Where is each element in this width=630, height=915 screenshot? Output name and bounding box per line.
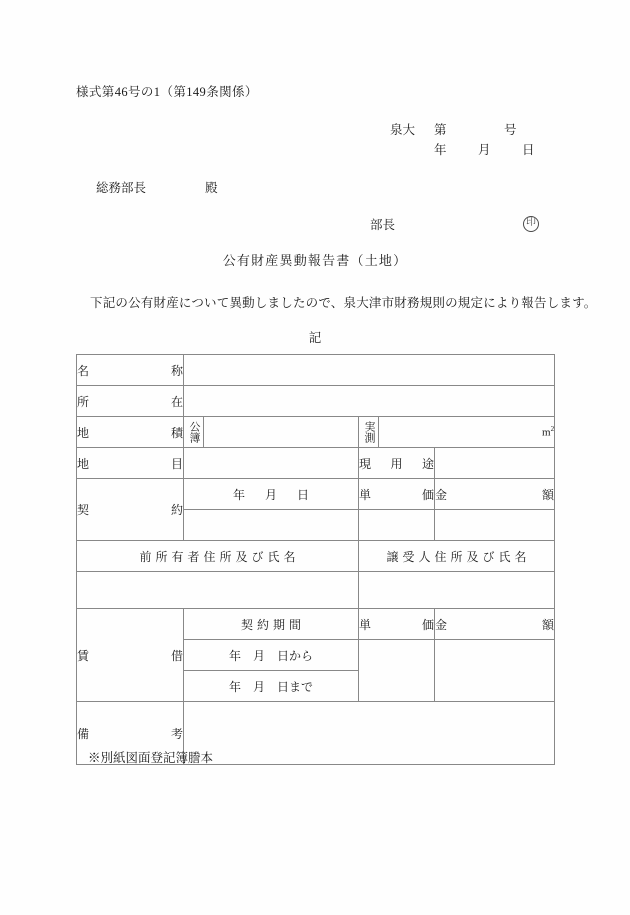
property-report-table (76, 354, 555, 765)
area-unit-label: m (542, 426, 551, 439)
form-code: 様式第46号の1（第149条関係） (76, 85, 258, 99)
label-name: 名称 (77, 355, 184, 386)
document-date-line (390, 140, 552, 160)
value-remarks[interactable] (184, 702, 555, 765)
seal-stamp-icon (523, 216, 539, 232)
label-lease: 賃借 (77, 609, 184, 702)
label-location: 所在 (77, 386, 184, 417)
value-contract-date[interactable] (184, 510, 359, 541)
signer-line (370, 215, 539, 233)
label-current-use: 現用途 (359, 448, 435, 479)
label-area-jissoku (359, 417, 379, 448)
label-area-koubo-text: 公簿 (188, 421, 200, 443)
table-row-parties-values (77, 572, 555, 609)
label-contract: 契約 (77, 479, 184, 541)
signer-title: 部長 (370, 218, 396, 232)
value-contract-unit-price[interactable] (359, 510, 435, 541)
value-area-koubo[interactable] (204, 417, 359, 448)
value-lease-unit-price[interactable] (359, 640, 435, 702)
header-contract-date: 年 月 日 (184, 479, 359, 510)
table-row-area (77, 417, 555, 448)
ki-mark: 記 (308, 331, 322, 345)
document-number-dai-label: 第 (434, 123, 447, 137)
value-name[interactable] (184, 355, 555, 386)
document-date-year-label: 年 (434, 143, 447, 157)
value-former-owner[interactable] (77, 572, 359, 609)
header-contract-unit-price: 単価 (359, 479, 435, 510)
value-location[interactable] (184, 386, 555, 417)
label-remarks: 備考 (77, 702, 184, 765)
table-row-lease-header (77, 609, 555, 640)
table-row-category (77, 448, 555, 479)
value-lease-amount[interactable] (435, 640, 555, 702)
recipient-honorific: 殿 (205, 181, 218, 195)
header-transferee: 譲受人住所及び氏名 (359, 541, 555, 572)
header-lease-amount: 金額 (435, 609, 555, 640)
seal-glyph: 印 (526, 217, 537, 228)
value-current-use[interactable] (435, 448, 555, 479)
header-lease-period: 契約期間 (184, 609, 359, 640)
value-contract-amount[interactable] (435, 510, 555, 541)
value-lease-period-to[interactable]: 年 月 日まで (184, 671, 359, 702)
page-title: 公有財産異動報告書（土地） (222, 253, 408, 268)
table-row-parties-header (77, 541, 555, 572)
label-category: 地目 (77, 448, 184, 479)
value-lease-period-from[interactable]: 年 月 日から (184, 640, 359, 671)
table-row-name (77, 355, 555, 386)
document-number-block (390, 120, 552, 160)
label-area-koubo (184, 417, 204, 448)
area-unit-exponent: 2 (550, 425, 555, 434)
header-contract-amount: 金額 (435, 479, 555, 510)
document-number-gou-label: 号 (504, 123, 517, 137)
value-category[interactable] (184, 448, 359, 479)
document-date-day-label: 日 (522, 143, 535, 157)
value-transferee[interactable] (359, 572, 555, 609)
document-number-line (390, 120, 552, 140)
value-area-jissoku[interactable] (379, 417, 555, 448)
table-row-location (77, 386, 555, 417)
header-former-owner: 前所有者住所及び氏名 (77, 541, 359, 572)
table-row-contract-header (77, 479, 555, 510)
label-area: 地積 (77, 417, 184, 448)
recipient-title: 総務部長 (96, 181, 147, 195)
document-date-month-label: 月 (478, 143, 491, 157)
document-number-prefix: 泉大 (390, 123, 416, 137)
footnote: ※別紙図面登記簿謄本 (88, 751, 214, 765)
label-area-jissoku-text: 実測 (363, 421, 375, 443)
recipient-line (96, 178, 218, 196)
header-lease-unit-price: 単価 (359, 609, 435, 640)
lead-paragraph: 下記の公有財産について異動しましたので、泉大津市財務規則の規定により報告します。 (90, 296, 597, 310)
